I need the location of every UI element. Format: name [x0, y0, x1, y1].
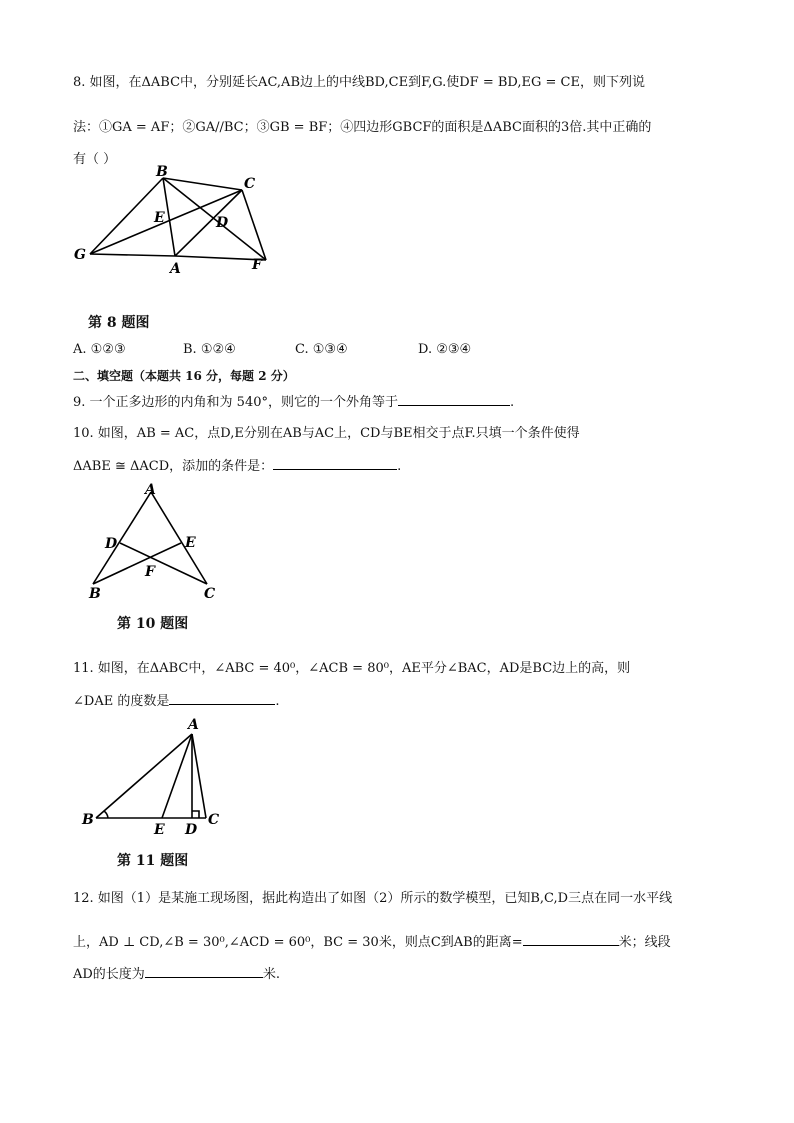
q12-line3-text: AD的长度为 [73, 967, 145, 982]
q11-answer-blank[interactable] [169, 690, 275, 705]
q8-option-c: C. ①③④ [295, 342, 348, 357]
q12-line3 [73, 963, 280, 982]
q8-line1: 8. 如图，在ΔABC中，分别延长AC,AB边上的中线BD,CE到F,G.使DF = BD,EG = CE，则下列说 [73, 75, 645, 90]
q10-point-b: B [89, 586, 101, 602]
q8-figure-caption: 第 8 题图 [88, 315, 150, 331]
q11-end: . [275, 694, 280, 709]
q10-point-a: A [145, 482, 156, 498]
q8-option-d: D. ②③④ [418, 342, 472, 357]
q12-line2-end: 米；线段 [618, 935, 671, 950]
q8-point-a: A [170, 261, 181, 277]
q11-point-a: A [188, 717, 199, 733]
q9-end: . [509, 395, 515, 410]
q10-figure [85, 482, 225, 606]
q8-point-f: F [252, 257, 262, 273]
q12-line2 [73, 931, 671, 950]
q11-figure [82, 716, 232, 836]
section-heading: 二、填空题（本题共 16 分，每题 2 分） [73, 369, 295, 383]
q10-point-e: E [185, 535, 196, 551]
q10-line1: 10. 如图，AB = AC，点D,E分别在AB与AC上，CD与BE相交于点F.只填一个条件使得 [73, 426, 580, 441]
q11-line1: 11. 如图，在ΔABC中，∠ABC = 40⁰，∠ACB = 80⁰，AE平分∠BAC，AD是BC边上的高，则 [73, 661, 631, 676]
q8-point-d: D [216, 215, 229, 231]
q10-point-c: C [204, 586, 216, 602]
q11-line2 [73, 690, 279, 709]
q8-point-c: C [244, 176, 256, 192]
q10-end: . [397, 459, 402, 474]
q8-point-g: G [74, 247, 86, 263]
q11-line2-text: ∠DAE 的度数是 [73, 694, 170, 709]
q12-line3-end: 米. [262, 967, 280, 982]
q11-point-c: C [208, 812, 220, 828]
q8-option-b: B. ①②④ [183, 342, 236, 357]
q8-line3: 有（ ） [73, 152, 117, 167]
q12-answer-blank-1[interactable] [523, 931, 619, 946]
q8-point-e: E [154, 210, 165, 226]
q12-line1: 12. 如图（1）是某施工现场图，据此构造出了如图（2）所示的数学模型，已知B,C,D三点在同一水平线 [73, 891, 673, 906]
q8-option-a: A. ①②③ [73, 342, 126, 357]
q12-answer-blank-2[interactable] [145, 963, 263, 978]
q11-point-b: B [82, 812, 94, 828]
q12-line2-text: 上，AD ⊥ CD,∠B = 30⁰,∠ACD = 60⁰，BC = 30米，则点C到AB的距离= [73, 935, 523, 950]
q11-figure-caption: 第 11 题图 [117, 853, 189, 869]
q9-text: 9. 一个正多边形的内角和为 540°，则它的一个外角等于 [73, 395, 398, 410]
q11-point-d: D [185, 822, 198, 838]
q10-figure-caption: 第 10 题图 [117, 616, 189, 632]
q10-line2-text: ΔABE ≅ ΔACD，添加的条件是： [73, 459, 274, 474]
q9-answer-blank[interactable] [398, 391, 510, 406]
q10-line2 [73, 455, 401, 474]
q8-point-b: B [156, 164, 168, 180]
q8-figure [74, 164, 280, 310]
q11-point-e: E [154, 822, 165, 838]
q10-answer-blank[interactable] [273, 455, 397, 470]
q10-point-f: F [145, 564, 155, 580]
q8-line2: 法：①GA = AF；②GA//BC；③GB = BF；④四边形GBCF的面积是ΔABC面积的3倍.其中正确的 [73, 120, 652, 135]
q10-point-d: D [105, 536, 118, 552]
q9-line [73, 391, 514, 410]
